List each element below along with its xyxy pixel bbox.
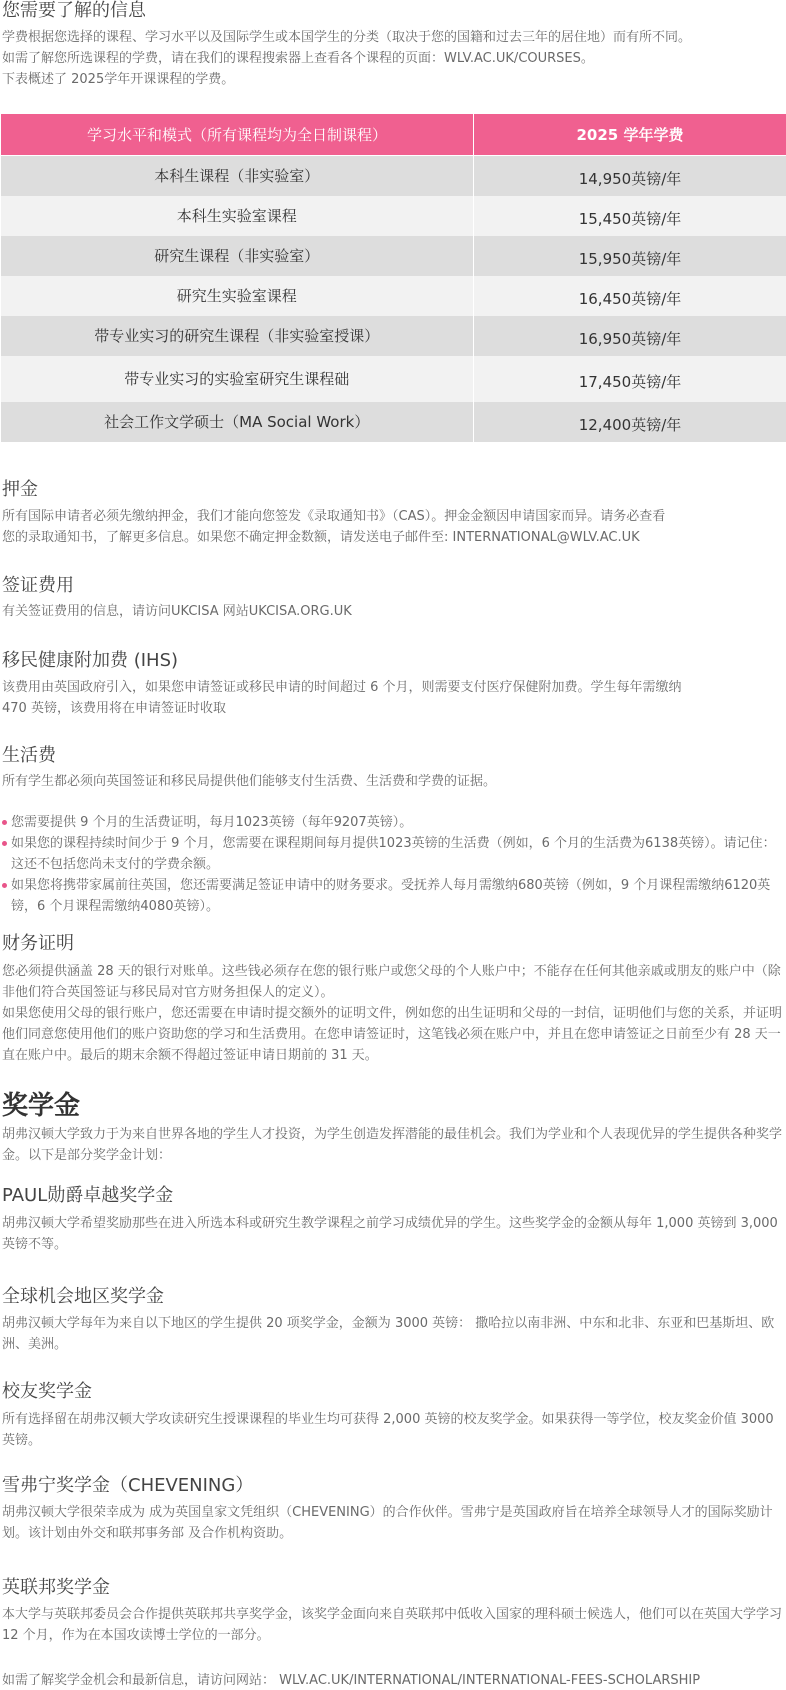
living-line-1: 所有学生都必须向英国签证和移民局提供他们能够支付生活费、生活费和学费的证据。 bbox=[2, 774, 497, 789]
fee-table-header-level: 学习水平和模式（所有课程均为全日制课程） bbox=[1, 114, 474, 156]
table-row bbox=[1, 316, 786, 356]
table-row bbox=[1, 196, 786, 236]
fee-unit: 英镑/年 bbox=[631, 210, 682, 228]
bullet-icon bbox=[2, 883, 7, 888]
ihs-line-2: 470 英镑，该费用将在申请签证时收取 bbox=[2, 701, 226, 716]
table-cell-fee bbox=[474, 276, 786, 316]
fee-amount: 16,950 bbox=[578, 330, 632, 348]
fee-table-header bbox=[1, 114, 786, 156]
table-cell-fee bbox=[474, 236, 786, 276]
scholarships-para: 胡弗汉顿大学致力于为来自世界各地的学生人才投资，为学生创造发挥潜能的最佳机会。我们为学业和个人表现优异的学生提供各种奖学金。以下是部分奖学金计划： bbox=[2, 1127, 783, 1163]
intro-line-2: 如需了解您所选课程的学费，请在我们的课程搜索器上查看各个课程的页面：WLV.AC.UK/COURSES。 bbox=[2, 51, 594, 66]
ihs-line-1: 该费用由英国政府引入，如果您申请签证或移民申请的时间超过 6 个月，则需要支付医疗保健附加费。学生每年需缴纳 bbox=[2, 680, 682, 695]
visa-title: 签证费用 bbox=[2, 575, 74, 596]
table-cell-level: 研究生实验室课程 bbox=[1, 276, 474, 316]
chevening-para: 胡弗汉顿大学很荣幸成为 成为英国皇家文凭组织（CHEVENING）的合作伙伴。雪弗宁是英国政府旨在培养全球领导人才的国际奖励计划。该计划由外交和联邦事务部 及合作机构资助。 bbox=[2, 1505, 773, 1541]
table-cell-level: 带专业实习的实验室研究生课程础 bbox=[1, 356, 474, 402]
fee-unit: 英镑/年 bbox=[631, 290, 682, 308]
commonwealth-title: 英联邦奖学金 bbox=[2, 1577, 110, 1598]
table-cell-level: 社会工作文学硕士（MA Social Work） bbox=[1, 402, 474, 442]
footer-line: 如需了解奖学金机会和最新信息，请访问网站： WLV.AC.UK/INTERNATIONAL/INTERNATIONAL-FEES-SCHOLARSHIP bbox=[2, 1673, 701, 1688]
intro-title: 您需要了解的信息 bbox=[2, 0, 146, 21]
global-title: 全球机会地区奖学金 bbox=[2, 1286, 164, 1307]
table-row bbox=[1, 276, 786, 316]
fee-unit: 英镑/年 bbox=[631, 416, 682, 434]
fee-amount: 17,450 bbox=[578, 373, 632, 391]
alumni-para: 所有选择留在胡弗汉顿大学攻读研究生授课课程的毕业生均可获得 2,000 英镑的校友奖学金。如果获得一等学位，校友奖金价值 3000 英镑。 bbox=[2, 1412, 774, 1448]
visa-line-1: 有关签证费用的信息，请访问UKCISA 网站UKCISA.ORG.UK bbox=[2, 604, 352, 619]
ihs-title: 移民健康附加费 (IHS) bbox=[2, 650, 179, 671]
bullet-icon bbox=[2, 841, 7, 846]
fee-unit: 英镑/年 bbox=[631, 330, 682, 348]
deposit-line-2: 您的录取通知书，了解更多信息。如果您不确定押金数额，请发送电子邮件至: INTERNATIONAL@WLV.AC.UK bbox=[2, 530, 640, 545]
table-cell-level: 带专业实习的研究生课程（非实验室授课） bbox=[1, 316, 474, 356]
table-cell-level: 本科生课程（非实验室） bbox=[1, 156, 474, 196]
intro-line-1: 学费根据您选择的课程、学习水平以及国际学生或本国学生的分类（取决于您的国籍和过去三年的居住地）而有所不同。 bbox=[2, 30, 692, 45]
fee-table-header-fee: 2025 学年学费 bbox=[474, 114, 786, 156]
living-title: 生活费 bbox=[2, 745, 56, 766]
table-row bbox=[1, 236, 786, 276]
paul-para: 胡弗汉顿大学希望奖励那些在进入所选本科或研究生教学课程之前学习成绩优异的学生。这些奖学金的金额从每年 1,000 英镑到 3,000 英镑不等。 bbox=[2, 1216, 778, 1252]
alumni-title: 校友奖学金 bbox=[2, 1381, 92, 1402]
fee-amount: 12,400 bbox=[578, 416, 632, 434]
fee-unit: 英镑/年 bbox=[631, 170, 682, 189]
fee-amount: 14,950 bbox=[578, 170, 632, 189]
table-row bbox=[1, 356, 786, 402]
fee-unit: 英镑/年 bbox=[631, 250, 682, 268]
paul-title: PAUL勋爵卓越奖学金 bbox=[2, 1185, 174, 1206]
global-para: 胡弗汉顿大学每年为来自以下地区的学生提供 20 项奖学金，金额为 3000 英镑： 撒哈拉以南非洲、中东和北非、东亚和巴基斯坦、欧洲、美洲。 bbox=[2, 1316, 775, 1352]
chevening-title: 雪弗宁奖学金（CHEVENING） bbox=[2, 1475, 254, 1496]
deposit-title: 押金 bbox=[2, 479, 38, 500]
finance-para-1: 您必须提供涵盖 28 天的银行对账单。这些钱必须存在您的银行账户或您父母的个人账户中；不能存在任何其他亲戚或朋友的账户中（除非他们符合英国签证与移民局对官方财务担保人的定义）。 bbox=[2, 964, 781, 1000]
fee-table bbox=[0, 113, 786, 442]
intro-line-3: 下表概述了 2025学年开课课程的学费。 bbox=[2, 72, 235, 87]
table-cell-level: 本科生实验室课程 bbox=[1, 196, 474, 236]
fee-unit: 英镑/年 bbox=[631, 373, 682, 391]
living-bullet-list bbox=[2, 812, 784, 917]
deposit-line-1: 所有国际申请者必须先缴纳押金，我们才能向您签发《录取通知书》（CAS）。押金金额因申请国家而异。请务必查看 bbox=[2, 509, 666, 524]
table-row bbox=[1, 402, 786, 442]
table-cell-fee bbox=[474, 316, 786, 356]
bullet-icon bbox=[2, 820, 7, 825]
finance-para-2: 如果您使用父母的银行账户，您还需要在申请时提交额外的证明文件，例如您的出生证明和父母的一封信，证明他们与您的关系，并证明他们同意您使用他们的账户资助您的学习和生活费用。在您申请签证时，这笔钱必须在账户中，并且在您申请签证之日前至少有 28 天一直在账户中。最后的期末余额不得超过签证申请日期前的 31 天。 bbox=[2, 1006, 783, 1063]
list-item: 如果您将携带家属前往英国，您还需要满足签证申请中的财务要求。受抚养人每月需缴纳680英镑（例如，9 个月课程需缴纳6120英镑，6 个月课程需缴纳4080英镑）。 bbox=[2, 875, 784, 917]
list-item: 您需要提供 9 个月的生活费证明，每月1023英镑（每年9207英镑）。 bbox=[2, 812, 784, 833]
commonwealth-para: 本大学与英联邦委员会合作提供英联邦共享奖学金，该奖学金面向来自英联邦中低收入国家的理科硕士候选人，他们可以在英国大学学习 12 个月，作为在本国攻读博士学位的一部分。 bbox=[2, 1607, 783, 1643]
fee-amount: 15,950 bbox=[578, 250, 632, 268]
scholarships-title: 奖学金 bbox=[2, 1091, 81, 1121]
table-row bbox=[1, 156, 786, 196]
fee-amount: 16,450 bbox=[578, 290, 632, 308]
table-cell-fee bbox=[474, 196, 786, 236]
table-cell-fee bbox=[474, 156, 786, 196]
table-cell-level: 研究生课程（非实验室） bbox=[1, 236, 474, 276]
list-item: 如果您的课程持续时间少于 9 个月，您需要在课程期间每月提供1023英镑的生活费（例如，6 个月的生活费为6138英镑）。请记住：这还不包括您尚未支付的学费余额。 bbox=[2, 833, 784, 875]
table-cell-fee bbox=[474, 402, 786, 442]
fee-amount: 15,450 bbox=[578, 210, 632, 228]
table-cell-fee bbox=[474, 356, 786, 402]
finance-title: 财务证明 bbox=[2, 933, 74, 954]
